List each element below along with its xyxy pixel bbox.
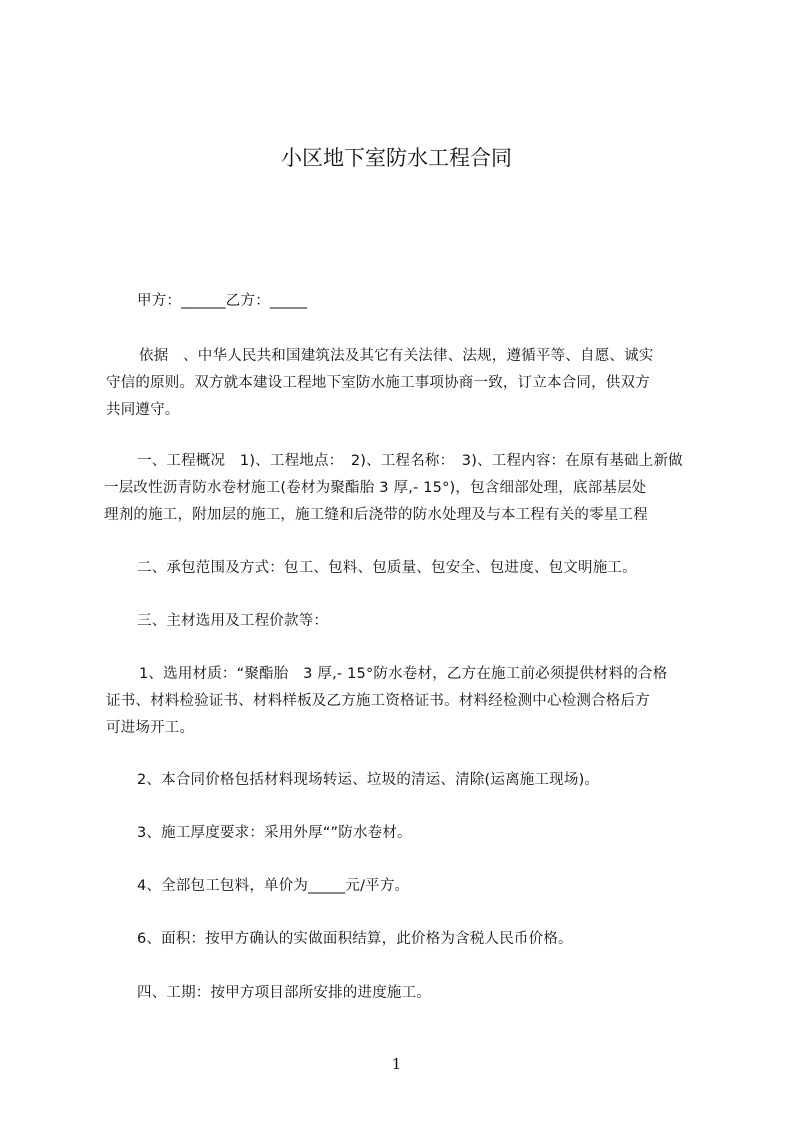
section2-text: 二、承包范围及方式：包工、包料、包质量、包安全、包进度、包文明施工。: [137, 560, 637, 576]
parties-line: 甲方：______乙方：_____: [137, 293, 308, 309]
intro-line-2: 守信的原则。双方就本建设工程地下室防水施工事项协商一致，订立本合同，供双方: [106, 375, 650, 391]
item2-text: 2、本合同价格包括材料现场转运、垃圾的清运、清除(运离施工现场)。: [137, 772, 600, 788]
section4-text: 四、工期：按甲方项目部所安排的进度施工。: [137, 985, 431, 1001]
intro-line-1: 依据 、中华人民共和国建筑法及其它有关法律、法规，遵循平等、自愿、诚实: [139, 348, 654, 364]
section1-line-2: 一层改性沥青防水卷材施工(卷材为聚酯胎 3 厚,- 15°)，包含细部处理，底部基层处: [104, 480, 647, 496]
item1-line-1: 1、选用材质：“聚酯胎 3 厚,- 15°防水卷材，乙方在施工前必须提供材料的合格: [139, 666, 668, 682]
document-title: 小区地下室防水工程合同: [281, 146, 512, 170]
item3-text: 3、施工厚度要求：采用外厚“”防水卷材。: [137, 825, 412, 841]
intro-line-3: 共同遵守。: [106, 402, 180, 418]
section3-heading: 三、主材选用及工程价款等：: [137, 613, 329, 629]
page-number: 1: [391, 1055, 402, 1073]
item1-line-3: 可进场开工。: [106, 720, 195, 736]
item6-text: 6、面积：按甲方确认的实做面积结算，此价格为含税人民币价格。: [137, 931, 573, 947]
section1-line-1: 一、工程概况 1)、工程地点： 2)、工程名称： 3)、工程内容：在原有基础上新做: [137, 453, 683, 469]
item1-line-2: 证书、材料检验证书、材料样板及乙方施工资格证书。材料经检测中心检测合格后方: [106, 693, 650, 709]
item4-text: 4、全部包工包料，单价为_____元/平方。: [137, 878, 410, 894]
section1-line-3: 理剂的施工，附加层的施工，施工缝和后浇带的防水处理及与本工程有关的零星工程: [104, 507, 648, 523]
